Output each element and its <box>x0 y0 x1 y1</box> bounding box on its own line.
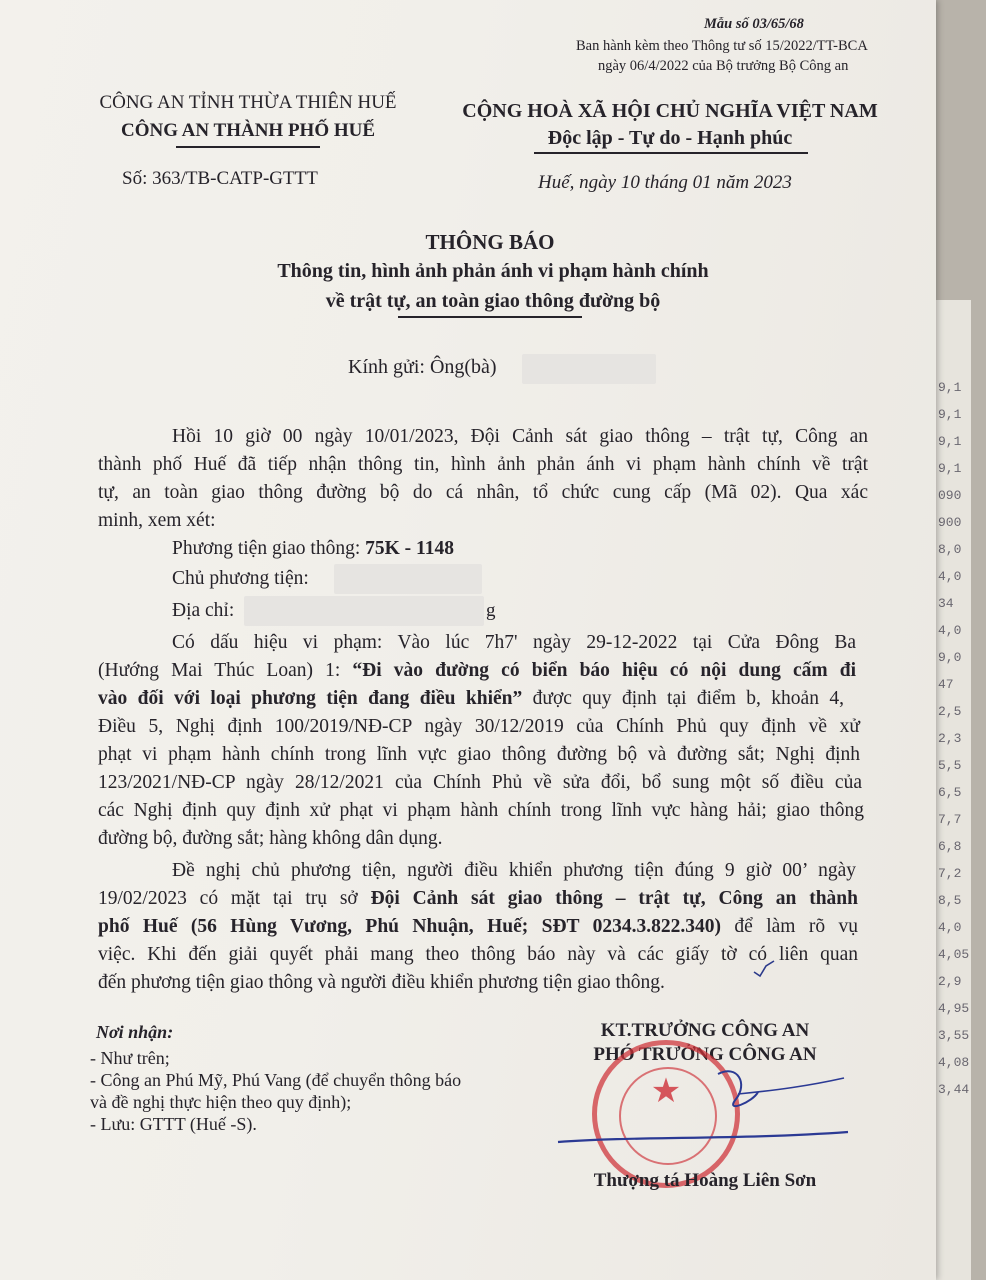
background-number: 34 <box>938 596 954 611</box>
background-number: 4,0 <box>938 920 962 935</box>
background-number: 9,1 <box>938 461 962 476</box>
seal-star-icon: ★ <box>650 1071 682 1111</box>
violation-line6: 123/2021/NĐ-CP ngày 28/12/2021 của Chính Phủ về sửa đổi, bổ sung một số điều của <box>98 772 862 793</box>
agency-name: CÔNG AN THÀNH PHỐ HUẾ <box>120 120 376 141</box>
request-line2: 19/02/2023 có mặt tại trụ sở Đội Cảnh sát giao thông – trật tự, Công an thành <box>98 888 858 909</box>
background-number: 6,8 <box>938 839 962 854</box>
background-number: 7,7 <box>938 812 962 827</box>
form-ref-line1: Ban hành kèm theo Thông tư số 15/2022/TT-BCA <box>576 38 868 54</box>
background-number: 9,1 <box>938 407 962 422</box>
violation-line2: (Hướng Mai Thúc Loan) 1: “Đi vào đường có biển báo hiệu có nội dung cấm đi <box>98 660 856 681</box>
paragraph1-line3: tự, an toàn giao thông đường bộ do cá nhân, tổ chức cung cấp (Mã 02). Qua xác <box>98 482 868 503</box>
nation-motto: Độc lập - Tự do - Hạnh phúc <box>547 127 793 149</box>
background-number: 3,44 <box>938 1082 970 1097</box>
subtitle-rule <box>398 316 582 318</box>
redacted-recipient-name <box>522 354 656 384</box>
background-number: 9,1 <box>938 434 962 449</box>
paragraph1-line4: minh, xem xét: <box>98 510 216 531</box>
signer-name: Thượng tá Hoàng Liên Sơn <box>593 1170 817 1191</box>
salutation: Kính gửi: Ông(bà) <box>348 356 497 378</box>
background-number: 4,08 <box>938 1055 970 1070</box>
agency-name-rule <box>176 146 320 148</box>
request-line5: đến phương tiện giao thông và người điều khiển phương tiện giao thông. <box>98 972 665 993</box>
background-number: 2,9 <box>938 974 962 989</box>
owner-label: Chủ phương tiện: <box>172 568 309 589</box>
notice-title: THÔNG BÁO <box>425 230 555 254</box>
background-number: 9,0 <box>938 650 962 665</box>
background-number: 090 <box>938 488 962 503</box>
form-ref-line2: ngày 06/4/2022 của Bộ trưởng Bộ Công an <box>598 58 849 74</box>
background-number: 2,5 <box>938 704 962 719</box>
vehicle-line <box>172 538 930 560</box>
background-number: 4,0 <box>938 623 962 638</box>
background-number: 6,5 <box>938 785 962 800</box>
notice-subtitle-2: về trật tự, an toàn giao thông đường bộ <box>325 290 661 312</box>
recipients-item: - Công an Phú Mỹ, Phú Vang (để chuyển thông báo <box>90 1070 462 1090</box>
request-line4: việc. Khi đến giải quyết phải mang theo thông báo này và các giấy tờ có liên quan <box>98 944 858 965</box>
nation-title: CỘNG HOÀ XÃ HỘI CHỦ NGHĨA VIỆT NAM <box>462 100 878 122</box>
vehicle-plate: 75K - 1148 <box>365 538 454 559</box>
background-number: 7,2 <box>938 866 962 881</box>
violation-line1: Có dấu hiệu vi phạm: Vào lúc 7h7' ngày 29-12-2022 tại Cửa Đông Ba <box>172 632 856 653</box>
background-number: 4,0 <box>938 569 962 584</box>
recipients-item: và đề nghị thực hiện theo quy định); <box>90 1092 352 1112</box>
recipients-item: - Lưu: GTTT (Huế -S). <box>90 1114 257 1134</box>
vehicle-label: Phương tiện giao thông: <box>172 538 366 559</box>
paragraph1-line1: Hồi 10 giờ 00 ngày 10/01/2023, Đội Cảnh sát giao thông – trật tự, Công an <box>172 426 868 447</box>
violation-line3: vào đối với loại phương tiện đang điều khiển” được quy định tại điểm b, khoản 4, <box>98 688 844 709</box>
paragraph1-line2: thành phố Huế đã tiếp nhận thông tin, hình ảnh phản ánh vi phạm hành chính về trật <box>98 454 868 475</box>
recipients-item: - Như trên; <box>90 1048 170 1068</box>
nation-motto-rule <box>534 152 808 154</box>
background-number: 3,55 <box>938 1028 970 1043</box>
owner-line <box>172 568 930 590</box>
request-line1: Đề nghị chủ phương tiện, người điều khiển phương tiện đúng 9 giờ 00’ ngày <box>172 860 856 881</box>
background-number: 8,5 <box>938 893 962 908</box>
background-number: 9,1 <box>938 380 962 395</box>
address-tail: g <box>486 600 496 621</box>
recipients-title: Nơi nhận: <box>96 1022 174 1042</box>
signature-title-1: KT.TRƯỞNG CÔNG AN <box>600 1020 810 1041</box>
violation-line7: các Nghị định quy định xử phạt vi phạm hành chính trong lĩnh vực hàng hải; giao thông <box>98 800 864 821</box>
address-label: Địa chỉ: <box>172 600 235 621</box>
violation-line4: Điều 5, Nghị định 100/2019/NĐ-CP ngày 30/12/2019 của Chính Phủ quy định về xử <box>98 716 860 737</box>
background-number: 900 <box>938 515 962 530</box>
redacted-address <box>244 596 484 626</box>
violation-line5: phạt vi phạm hành chính trong lĩnh vực giao thông đường bộ và đường sắt; Nghị định <box>98 744 860 765</box>
background-number: 8,0 <box>938 542 962 557</box>
background-number: 2,3 <box>938 731 962 746</box>
redacted-owner <box>334 564 482 594</box>
document-number: Số: 363/TB-CATP-GTTT <box>122 168 318 189</box>
place-date: Huế, ngày 10 tháng 01 năm 2023 <box>538 172 792 193</box>
background-number: 4,05 <box>938 947 970 962</box>
signature-title-2: PHÓ TRƯỞNG CÔNG AN <box>593 1044 817 1065</box>
request-line3: phố Huế (56 Hùng Vương, Phú Nhuận, Huế; SĐT 0234.3.822.340) để làm rõ vụ <box>98 916 858 937</box>
agency-parent: CÔNG AN TỈNH THỪA THIÊN HUẾ <box>99 92 397 113</box>
violation-line8: đường bộ, đường sắt; hàng không dân dụng. <box>98 828 443 849</box>
background-number: 4,95 <box>938 1001 970 1016</box>
pen-tick-mark <box>752 958 782 978</box>
notice-subtitle-1: Thông tin, hình ảnh phản ánh vi phạm hành chính <box>277 260 709 282</box>
background-number: 5,5 <box>938 758 962 773</box>
handwritten-signature <box>548 1044 868 1154</box>
background-number: 47 <box>938 677 954 692</box>
form-code: Mẫu số 03/65/68 <box>704 16 804 32</box>
